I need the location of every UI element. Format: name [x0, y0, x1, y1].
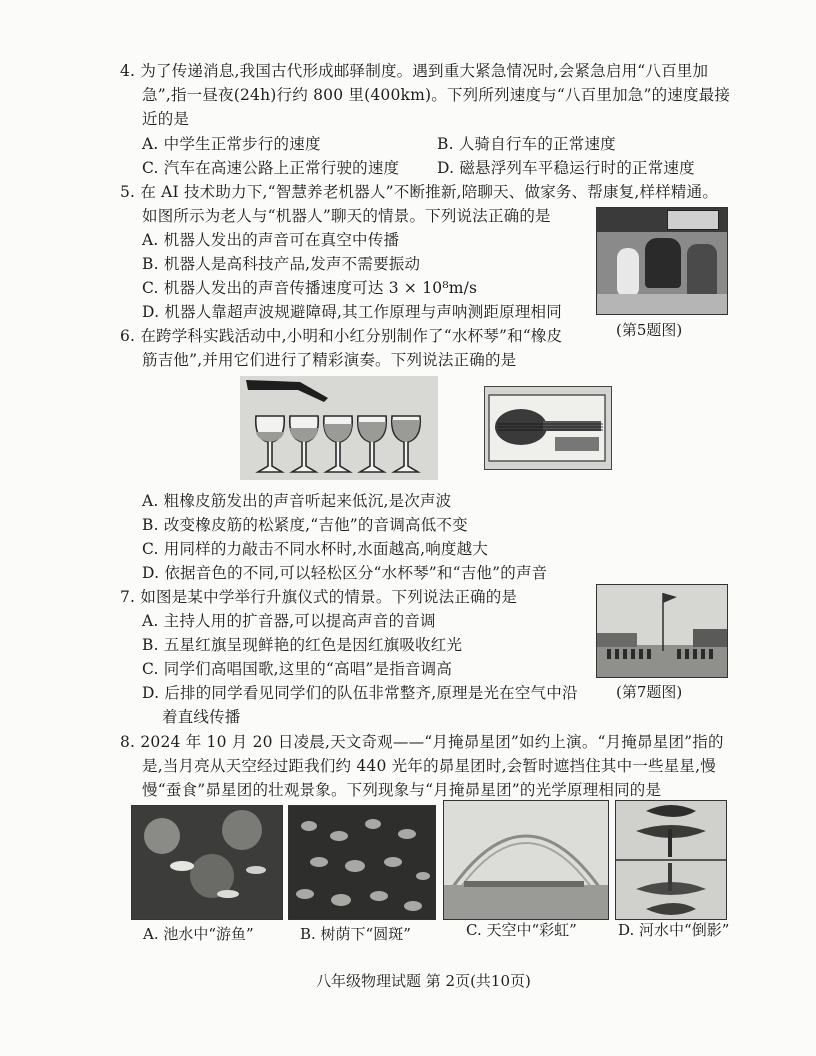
q8-figure-c-rainbow: [443, 800, 609, 920]
q6-option-b: B. 改变橡皮筋的松紧度,“吉他”的音调高低不变: [142, 516, 468, 534]
q7-option-a: A. 主持人用的扩音器,可以提高声音的音调: [142, 612, 436, 630]
q6-stem-line2: 筋吉他”,并用它们进行了精彩演奏。下列说法正确的是: [142, 351, 517, 369]
q8-figure-d-reflection: [615, 800, 727, 920]
q8-figure-b-tree-shade-spots: [288, 805, 436, 920]
q4-stem-line3: 近的是: [142, 110, 190, 128]
q6-stem-line1: 6. 在跨学科实践活动中,小明和小红分别制作了“水杯琴”和“橡皮: [120, 327, 563, 345]
q4-option-c: C. 汽车在高速公路上正常行驶的速度: [142, 159, 400, 177]
q4-stem-line1: 4. 为了传递消息,我国古代形成邮驿制度。遇到重大紧急情况时,会紧急启用“八百里加: [120, 62, 709, 80]
q7-stem: 7. 如图是某中学举行升旗仪式的情景。下列说法正确的是: [120, 588, 518, 606]
fish-icon: [170, 861, 194, 871]
q8-caption-d: D. 河水中“倒影”: [618, 921, 730, 939]
q6-option-c: C. 用同样的力敲击不同水杯时,水面越高,响度越大: [142, 540, 489, 558]
q8-figure-a-fish-pond: [131, 805, 283, 920]
q7-figure-flag-raising-photo: [596, 584, 728, 678]
q8-stem-line2: 是,当月亮从天空经过距我们约 440 光年的昴星团时,会暂时遮挡住其中一些星星,慢: [142, 757, 716, 775]
q4-option-a: A. 中学生正常步行的速度: [142, 135, 321, 153]
q8-caption-a: A. 池水中“游鱼”: [143, 925, 254, 943]
q6-figure-water-glasses: [240, 376, 438, 480]
page-footer: 八年级物理试题 第 2页(共10页): [316, 972, 531, 990]
q5-stem-line2: 如图所示为老人与“机器人”聊天的情景。下列说法正确的是: [142, 207, 551, 225]
q7-figure-caption: (第7题图): [616, 683, 683, 701]
q7-option-c: C. 同学们高唱国歌,这里的“高唱”是指音调高: [142, 660, 453, 678]
q8-stem-line3: 慢“蚕食”昴星团的壮观景象。下列现象与“月掩昴星团”的光学原理相同的是: [142, 781, 662, 799]
q8-stem-line1: 8. 2024 年 10 月 20 日凌晨,天文奇观——“月掩昴星团”如约上演。“月掩昴星团”指的: [120, 733, 724, 751]
q6-figure-rubber-band-guitar: [484, 386, 612, 470]
q6-option-a: A. 粗橡皮筋发出的声音听起来低沉,是次声波: [142, 492, 452, 510]
q4-stem-line2: 急”,指一昼夜(24h)行约 800 里(400km)。下列所列速度与“八百里加急”的速度最接: [142, 86, 731, 104]
q5-figure-robot-photo: [596, 207, 728, 315]
q4-option-b: B. 人骑自行车的正常速度: [437, 135, 616, 153]
q6-option-d: D. 依据音色的不同,可以轻松区分“水杯琴”和“吉他”的声音: [142, 564, 548, 582]
q8-caption-c: C. 天空中“彩虹”: [466, 921, 577, 939]
q7-option-d-line2: 着直线传播: [162, 708, 241, 726]
water-glasses-drawing: [240, 376, 438, 480]
q7-option-b: B. 五星红旗呈现鲜艳的红色是因红旗吸收红光: [142, 636, 463, 654]
q5-option-a: A. 机器人发出的声音可在真空中传播: [142, 231, 400, 249]
q5-stem-line1: 5. 在 AI 技术助力下,“智慧养老机器人”不断推新,陪聊天、做家务、帮康复,样样精通。: [120, 183, 719, 201]
q5-option-c: C. 机器人发出的声音传播速度可达 3 × 10⁸m/s: [142, 279, 478, 297]
robot-icon: [617, 248, 639, 298]
q5-option-b: B. 机器人是高科技产品,发声不需要振动: [142, 255, 421, 273]
q5-figure-caption: (第5题图): [616, 321, 683, 339]
q7-option-d-line1: D. 后排的同学看见同学们的队伍非常整齐,原理是光在空气中沿: [142, 684, 578, 702]
flag-ceremony-drawing: [597, 585, 727, 677]
q5-option-d: D. 机器人靠超声波规避障碍,其工作原理与声呐测距原理相同: [142, 303, 562, 321]
guitar-drawing: [485, 387, 611, 469]
q8-caption-b: B. 树荫下“圆斑”: [300, 925, 411, 943]
q4-option-d: D. 磁悬浮列车平稳运行时的正常速度: [437, 159, 695, 177]
